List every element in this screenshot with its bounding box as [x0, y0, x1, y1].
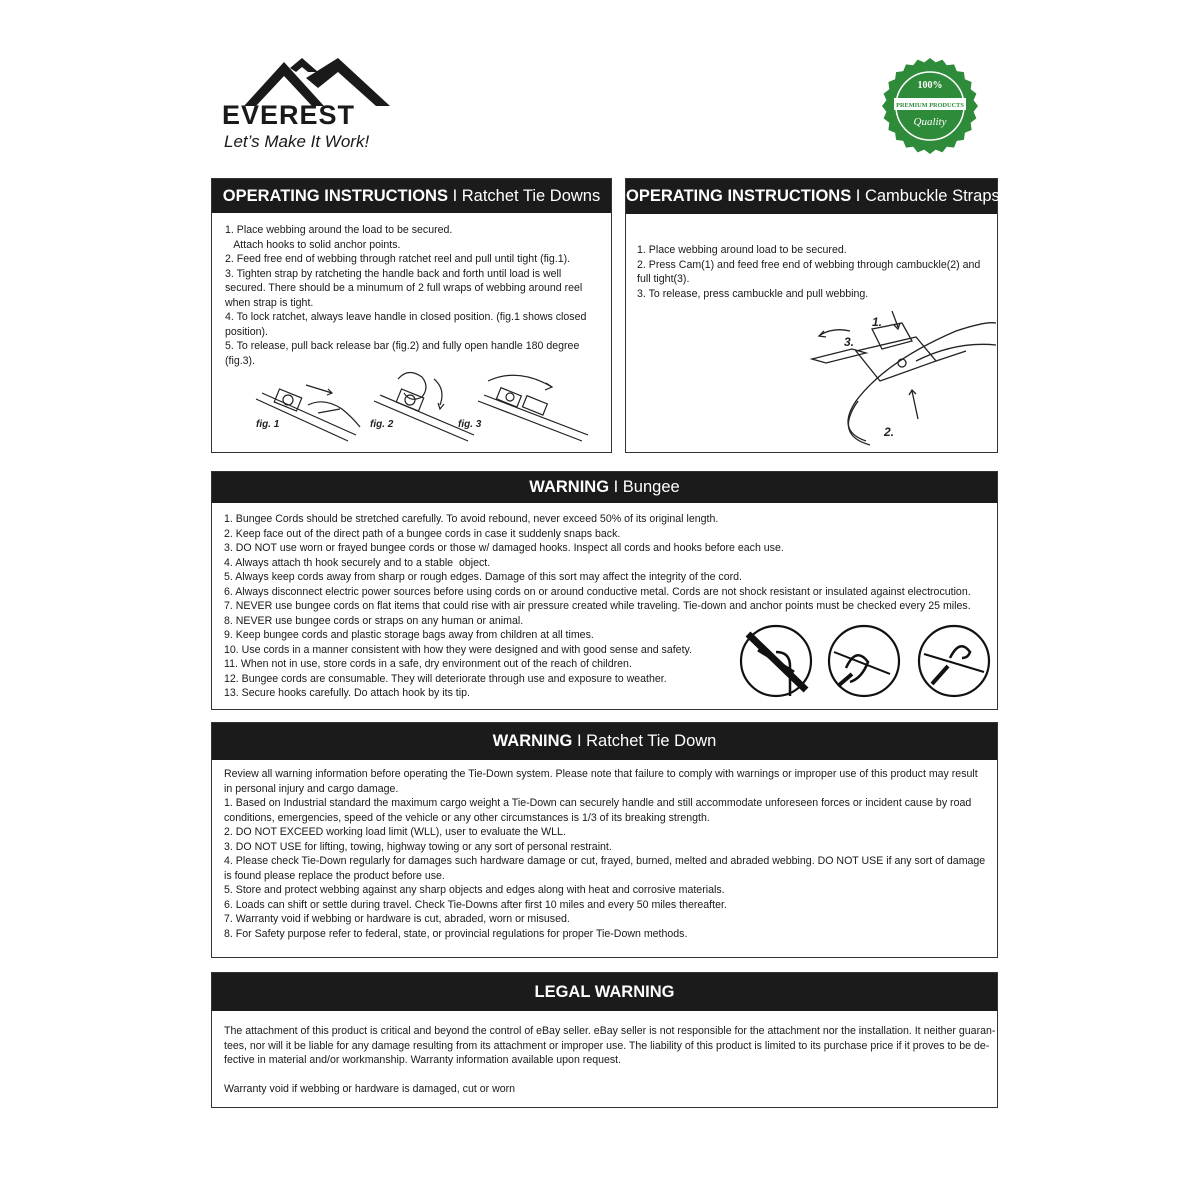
text-line: when strap is tight. [225, 296, 314, 309]
panel-title [212, 723, 997, 760]
legal-footer-text: Warranty void if webbing or hardware is damaged, cut or worn [224, 1083, 516, 1095]
text-line: 4. Always attach th hook securely and to a stable object. [224, 556, 491, 569]
panel-title [212, 973, 997, 1011]
text-line: 2. Press Cam(1) and feed free end of webbing through cambuckle(2) and [637, 258, 981, 271]
ratchet-warning-list [224, 767, 985, 941]
brand-name: EVEREST [222, 100, 356, 130]
text-line: 4. Please check Tie-Down regularly for damages such hardware damage or cut, frayed, burned, melted and abraded webbing. DO NOT USE if any sort of damage [224, 855, 986, 867]
callout-2: 2. [884, 425, 895, 439]
panel-title-strong: LEGAL WARNING [534, 983, 675, 1001]
callout-3: 3. [844, 335, 855, 349]
text-line: 10. Use cords in a manner consistent with how they were designed and with good sense and safety. [224, 643, 692, 656]
text-line: conditions, emergencies, speed of the vehicle or any other circumstances is 1/3 of its breaking strength. [224, 811, 710, 824]
panel-title-strong: WARNING [492, 732, 573, 750]
text-line: tees, nor will it be liable for any damage resulting from its attachment or improper use. The liability of this product is limited to its purchase price if it proves to be de- [224, 1039, 990, 1052]
panel-title-rest: I Ratchet Tie Down [572, 732, 717, 750]
panel-title-rest: I Ratchet Tie Downs [447, 187, 601, 205]
text-line: Review all warning information before operating the Tie-Down system. Please note that failure to comply with warnings or improper use of this product may result [224, 768, 978, 780]
callout-1: 1. [872, 315, 883, 329]
badge-bottom-text: Quality [913, 116, 947, 128]
panel-title-strong: WARNING [529, 478, 610, 496]
text-line: 7. NEVER use bungee cords on flat items that could rise with air pressure created while traveling. Tie-down and anchor points must be checked every 25 miles. [224, 600, 971, 612]
text-line: is found please replace the product before use. [224, 869, 445, 882]
text-line: Attach hooks to solid anchor points. [225, 238, 401, 251]
text-line: 1. Based on Industrial standard the maximum cargo weight a Tie-Down can securely handle and still accommodate unforeseen forces or incident cause by road [224, 797, 972, 809]
text-line: 5. Store and protect webbing against any sharp objects and edges along with heat and corrosive materials. [224, 884, 725, 896]
legal-text [224, 1024, 995, 1068]
ratchet-instructions-list [225, 223, 586, 368]
panel-title-strong: OPERATING INSTRUCTIONS [222, 187, 448, 205]
panel-title-rest: I Cambuckle Straps [851, 187, 1000, 205]
text-line: 2. Keep face out of the direct path of a bungee cords in case it suddenly snaps back. [224, 527, 621, 540]
bungee-hook-diagrams [738, 622, 994, 700]
text-line: 3. Tighten strap by ratcheting the handle back and forth until load is well [225, 267, 562, 280]
text-line: 4. To lock ratchet, always leave handle in closed position. (fig.1 shows closed [225, 311, 587, 323]
panel-title-strong: OPERATING INSTRUCTIONS [626, 187, 852, 205]
text-line: (fig.3). [225, 354, 256, 367]
text-line: 8. For Safety purpose refer to federal, state, or provincial regulations for proper Tie-Down methods. [224, 927, 688, 940]
brand-tagline: Let’s Make It Work! [224, 132, 370, 151]
ratchet-figures-illustration [248, 371, 588, 443]
ratchet-operating-instructions-panel [211, 178, 612, 453]
text-line: full tight(3). [637, 273, 690, 285]
text-line: 11. When not in use, store cords in a safe, dry environment out of the reach of children. [224, 658, 632, 670]
text-line: 1. Place webbing around load to be secured. [637, 244, 847, 256]
cambuckle-instructions-list [637, 243, 980, 301]
ratchet-tie-down-warning-panel [211, 722, 998, 958]
everest-mountain-logo [222, 58, 394, 106]
fig-1-label: fig. 1 [256, 419, 280, 430]
text-line: 2. DO NOT EXCEED working load limit (WLL), user to evaluate the WLL. [224, 826, 566, 838]
text-line: 3. DO NOT use worn or frayed bungee cords or those w/ damaged hooks. Inspect all cords and hooks before each use. [224, 542, 784, 554]
text-line: position). [225, 325, 268, 338]
text-line: 6. Always disconnect electric power sources before using cords on or around conductive metal. Cords are not shock resistant or insulated against electrocution. [224, 585, 971, 598]
cambuckle-operating-instructions-panel [625, 178, 998, 453]
text-line: in personal injury and cargo damage. [224, 782, 399, 795]
text-line: 5. To release, pull back release bar (fig.2) and fully open handle 180 degree [225, 340, 580, 352]
text-line: 6. Loads can shift or settle during travel. Check Tie-Downs after first 10 miles and every 50 miles thereafter. [224, 898, 727, 911]
text-line: fective in material and/or workmanship. Warranty information available upon request. [224, 1054, 622, 1066]
panel-title [212, 472, 997, 503]
text-line: 1. Place webbing around the load to be secured. [225, 224, 453, 236]
text-line: 8. NEVER use bungee cords or straps on any human or animal. [224, 614, 524, 627]
badge-middle-text: PREMIUM PRODUCTS [896, 102, 964, 109]
bungee-warning-panel [211, 471, 998, 710]
text-line: 5. Always keep cords away from sharp or rough edges. Damage of this sort may affect the integrity of the cord. [224, 571, 742, 583]
fig-3-label: fig. 3 [458, 419, 482, 430]
text-line: The attachment of this product is critical and beyond the control of eBay seller. eBay seller is not responsible for the attachment nor the installation. It neither guaran- [224, 1025, 996, 1037]
text-line: 12. Bungee cords are consumable. They will deteriorate through use and exposure to weather. [224, 672, 667, 685]
panel-title [626, 179, 1000, 214]
panel-title-rest: I Bungee [609, 478, 680, 496]
text-line: 13. Secure hooks carefully. Do attach hook by its tip. [224, 687, 470, 699]
fig-2-label: fig. 2 [370, 419, 394, 430]
text-line: 7. Warranty void if webbing or hardware is cut, abraded, worn or misused. [224, 913, 570, 925]
legal-warning-panel [211, 972, 998, 1108]
text-line: 2. Feed free end of webbing through ratchet reel and pull until tight (fig.1). [225, 253, 571, 265]
cambuckle-illustration [806, 311, 996, 447]
text-line: 3. To release, press cambuckle and pull webbing. [637, 287, 869, 300]
quality-seal-badge [882, 58, 978, 154]
text-line: 1. Bungee Cords should be stretched carefully. To avoid rebound, never exceed 50% of its original length. [224, 513, 719, 525]
text-line: secured. There should be a minumum of 2 full wraps of webbing around reel [225, 282, 583, 294]
badge-top-text: 100% [917, 80, 943, 91]
text-line: 9. Keep bungee cords and plastic storage bags away from children at all times. [224, 629, 594, 641]
text-line: 3. DO NOT USE for lifting, towing, highway towing or any sort of personal restraint. [224, 840, 612, 853]
panel-title [212, 179, 611, 213]
